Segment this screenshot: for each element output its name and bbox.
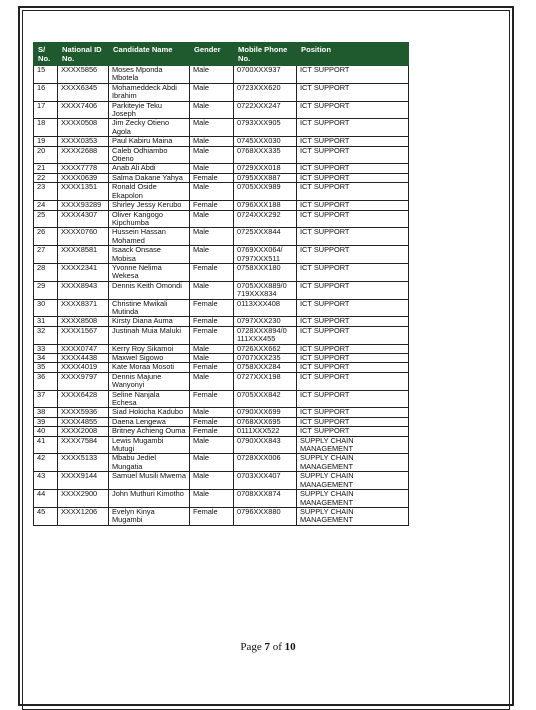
cell-mobile-phone: 0769XXX064/ 0797XXX511 [234, 246, 297, 264]
cell-national-id: XXXX5133 [58, 454, 109, 472]
cell-position: ICT SUPPORT [297, 417, 409, 426]
cell-sno: 27 [34, 246, 58, 264]
table-row [34, 246, 409, 264]
cell-gender: Male [190, 281, 234, 299]
cell-gender: Male [190, 344, 234, 353]
cell-candidate-name: Salma Dakane Yahya [109, 173, 190, 182]
footer-total-pages: 10 [284, 641, 296, 653]
cell-mobile-phone: 0796XXX880 [234, 507, 297, 525]
cell-gender: Female [190, 201, 234, 210]
footer-current-page: 7 [264, 641, 270, 653]
cell-national-id: XXXX0353 [58, 137, 109, 146]
cell-sno: 40 [34, 427, 58, 436]
cell-national-id: XXXX7406 [58, 101, 109, 119]
cell-mobile-phone: 0705XXX889/0 719XXX834 [234, 281, 297, 299]
cell-sno: 45 [34, 507, 58, 525]
cell-candidate-name: Shirley Jessy Kerubo [109, 201, 190, 210]
cell-sno: 19 [34, 137, 58, 146]
cell-sno: 20 [34, 146, 58, 164]
cell-mobile-phone: 0758XXX284 [234, 363, 297, 372]
cell-mobile-phone: 0724XXX292 [234, 210, 297, 228]
cell-national-id: XXXX6428 [58, 390, 109, 408]
cell-sno: 44 [34, 490, 58, 508]
cell-mobile-phone: 0700XXX937 [234, 66, 297, 84]
cell-sno: 17 [34, 101, 58, 119]
cell-position: SUPPLY CHAIN MANAGEMENT [297, 490, 409, 508]
cell-national-id: XXXX8581 [58, 246, 109, 264]
table-row [34, 119, 409, 137]
cell-position: ICT SUPPORT [297, 83, 409, 101]
cell-gender: Female [190, 507, 234, 525]
cell-candidate-name: Evelyn Kinya Mugambi [109, 507, 190, 525]
cell-sno: 23 [34, 183, 58, 201]
cell-mobile-phone: 0722XXX247 [234, 101, 297, 119]
footer-of-label: of [272, 641, 282, 653]
cell-candidate-name: Isaack Onsase Mobisa [109, 246, 190, 264]
cell-gender: Male [190, 83, 234, 101]
cell-gender: Male [190, 228, 234, 246]
cell-national-id: XXXX4855 [58, 417, 109, 426]
cell-national-id: XXXX8508 [58, 317, 109, 326]
cell-gender: Female [190, 299, 234, 317]
cell-position: SUPPLY CHAIN MANAGEMENT [297, 507, 409, 525]
cell-candidate-name: Kirsty Diana Auma [109, 317, 190, 326]
cell-position: ICT SUPPORT [297, 326, 409, 344]
table-row [34, 408, 409, 417]
table-header-row [34, 43, 409, 66]
footer-page-label: Page [240, 641, 262, 653]
table-row [34, 363, 409, 372]
cell-candidate-name: Mohameddeck Abdi Ibrahim [109, 83, 190, 101]
table-row [34, 472, 409, 490]
cell-mobile-phone: 0728XXX894/0 111XXX455 [234, 326, 297, 344]
cell-mobile-phone: 0111XXX522 [234, 427, 297, 436]
header-position: Position [297, 43, 409, 66]
cell-candidate-name: John Muthuri Kimotho [109, 490, 190, 508]
table-row [34, 137, 409, 146]
cell-position: ICT SUPPORT [297, 390, 409, 408]
header-national-id: National ID No. [58, 43, 109, 66]
cell-national-id: XXXX6345 [58, 83, 109, 101]
cell-gender: Male [190, 119, 234, 137]
cell-candidate-name: Christine Mwikali Mutinda [109, 299, 190, 317]
cell-gender: Male [190, 146, 234, 164]
cell-mobile-phone: 0708XXX874 [234, 490, 297, 508]
cell-national-id: XXXX2688 [58, 146, 109, 164]
table-row [34, 507, 409, 525]
cell-candidate-name: Britney Achieng Ouma [109, 427, 190, 436]
table-row [34, 390, 409, 408]
cell-sno: 16 [34, 83, 58, 101]
cell-mobile-phone: 0790XXX843 [234, 436, 297, 454]
cell-position: ICT SUPPORT [297, 210, 409, 228]
cell-candidate-name: Kerry Roy Sikamoi [109, 344, 190, 353]
cell-national-id: XXXX8371 [58, 299, 109, 317]
header-mobile-phone: Mobile Phone No. [234, 43, 297, 66]
cell-sno: 15 [34, 66, 58, 84]
cell-mobile-phone: 0727XXX198 [234, 372, 297, 390]
table-row [34, 66, 409, 84]
cell-position: ICT SUPPORT [297, 427, 409, 436]
cell-gender: Male [190, 137, 234, 146]
table-row [34, 101, 409, 119]
cell-national-id: XXXX0508 [58, 119, 109, 137]
cell-national-id: XXXX4307 [58, 210, 109, 228]
cell-candidate-name: Jim Zecky Otieno Agola [109, 119, 190, 137]
cell-sno: 39 [34, 417, 58, 426]
cell-position: ICT SUPPORT [297, 164, 409, 173]
cell-sno: 38 [34, 408, 58, 417]
table-row [34, 326, 409, 344]
cell-national-id: XXXX4019 [58, 363, 109, 372]
cell-national-id: XXXX5936 [58, 408, 109, 417]
cell-position: ICT SUPPORT [297, 354, 409, 363]
cell-sno: 26 [34, 228, 58, 246]
cell-candidate-name: Maxwel Sigowo [109, 354, 190, 363]
cell-candidate-name: Kate Moraa Mosoti [109, 363, 190, 372]
cell-position: ICT SUPPORT [297, 183, 409, 201]
cell-sno: 22 [34, 173, 58, 182]
cell-national-id: XXXX9144 [58, 472, 109, 490]
cell-national-id: XXXX0747 [58, 344, 109, 353]
cell-mobile-phone: 0707XXX235 [234, 354, 297, 363]
cell-national-id: XXXX2900 [58, 490, 109, 508]
table-row [34, 263, 409, 281]
table-row [34, 299, 409, 317]
cell-gender: Male [190, 408, 234, 417]
cell-candidate-name: Daena Lengewa [109, 417, 190, 426]
cell-gender: Male [190, 354, 234, 363]
table-row [34, 281, 409, 299]
table-row [34, 210, 409, 228]
candidates-table [33, 42, 409, 526]
table-row [34, 454, 409, 472]
cell-gender: Female [190, 427, 234, 436]
cell-position: ICT SUPPORT [297, 201, 409, 210]
cell-mobile-phone: 0768XXX695 [234, 417, 297, 426]
cell-mobile-phone: 0793XXX905 [234, 119, 297, 137]
cell-position: ICT SUPPORT [297, 408, 409, 417]
cell-sno: 35 [34, 363, 58, 372]
cell-national-id: XXXX5856 [58, 66, 109, 84]
cell-candidate-name: Seline Nanjala Echesa [109, 390, 190, 408]
cell-sno: 37 [34, 390, 58, 408]
cell-sno: 33 [34, 344, 58, 353]
cell-sno: 21 [34, 164, 58, 173]
cell-sno: 36 [34, 372, 58, 390]
cell-candidate-name: Paul Kabiru Maina [109, 137, 190, 146]
cell-sno: 30 [34, 299, 58, 317]
cell-mobile-phone: 0728XXX006 [234, 454, 297, 472]
cell-sno: 41 [34, 436, 58, 454]
table-row [34, 436, 409, 454]
cell-mobile-phone: 0725XXX844 [234, 228, 297, 246]
cell-national-id: XXXX4438 [58, 354, 109, 363]
cell-position: SUPPLY CHAIN MANAGEMENT [297, 454, 409, 472]
cell-position: ICT SUPPORT [297, 246, 409, 264]
cell-national-id: XXXX7584 [58, 436, 109, 454]
cell-position: ICT SUPPORT [297, 119, 409, 137]
table-row [34, 83, 409, 101]
cell-gender: Male [190, 472, 234, 490]
table-row [34, 490, 409, 508]
cell-sno: 18 [34, 119, 58, 137]
cell-national-id: XXXX2008 [58, 427, 109, 436]
cell-mobile-phone: 0745XXX030 [234, 137, 297, 146]
table-row [34, 317, 409, 326]
cell-position: ICT SUPPORT [297, 372, 409, 390]
header-sno: S/ No. [34, 43, 58, 66]
cell-candidate-name: Ronald Oside Ekapolon [109, 183, 190, 201]
cell-sno: 29 [34, 281, 58, 299]
cell-gender: Male [190, 66, 234, 84]
cell-candidate-name: Oliver Kangogo Kipchumba [109, 210, 190, 228]
cell-sno: 24 [34, 201, 58, 210]
cell-mobile-phone: 0796XXX188 [234, 201, 297, 210]
cell-gender: Female [190, 326, 234, 344]
cell-gender: Male [190, 490, 234, 508]
cell-gender: Male [190, 454, 234, 472]
cell-sno: 31 [34, 317, 58, 326]
table-row [34, 372, 409, 390]
cell-national-id: XXXX93289 [58, 201, 109, 210]
cell-mobile-phone: 0729XXX018 [234, 164, 297, 173]
cell-gender: Male [190, 246, 234, 264]
cell-gender: Female [190, 263, 234, 281]
cell-position: SUPPLY CHAIN MANAGEMENT [297, 436, 409, 454]
cell-gender: Female [190, 417, 234, 426]
cell-national-id: XXXX0760 [58, 228, 109, 246]
cell-national-id: XXXX8943 [58, 281, 109, 299]
cell-national-id: XXXX2341 [58, 263, 109, 281]
cell-national-id: XXXX7778 [58, 164, 109, 173]
cell-national-id: XXXX1567 [58, 326, 109, 344]
header-gender: Gender [190, 43, 234, 66]
cell-mobile-phone: 0726XXX662 [234, 344, 297, 353]
cell-candidate-name: Dennis Keith Omondi [109, 281, 190, 299]
cell-candidate-name: Yvonne Nelima Wekesa [109, 263, 190, 281]
cell-mobile-phone: 0113XXX408 [234, 299, 297, 317]
cell-position: ICT SUPPORT [297, 137, 409, 146]
cell-candidate-name: Moses Mponda Mbotela [109, 66, 190, 84]
cell-gender: Male [190, 372, 234, 390]
cell-gender: Male [190, 164, 234, 173]
cell-national-id: XXXX1206 [58, 507, 109, 525]
cell-mobile-phone: 0797XXX230 [234, 317, 297, 326]
cell-candidate-name: Lewis Mugambi Mutugi [109, 436, 190, 454]
cell-gender: Female [190, 390, 234, 408]
cell-national-id: XXXX0639 [58, 173, 109, 182]
cell-position: ICT SUPPORT [297, 317, 409, 326]
cell-national-id: XXXX1351 [58, 183, 109, 201]
cell-candidate-name: Samuel Musili Mwema [109, 472, 190, 490]
table-row [34, 164, 409, 173]
table-row [34, 228, 409, 246]
cell-mobile-phone: 0768XXX335 [234, 146, 297, 164]
cell-position: ICT SUPPORT [297, 66, 409, 84]
cell-gender: Male [190, 183, 234, 201]
cell-gender: Male [190, 210, 234, 228]
cell-mobile-phone: 0790XXX699 [234, 408, 297, 417]
cell-candidate-name: Mbabu Jediel Mungatia [109, 454, 190, 472]
cell-sno: 32 [34, 326, 58, 344]
cell-gender: Female [190, 317, 234, 326]
cell-gender: Female [190, 363, 234, 372]
cell-position: ICT SUPPORT [297, 173, 409, 182]
cell-candidate-name: Parkiteyie Teku Joseph [109, 101, 190, 119]
cell-candidate-name: Caleb Odhiambo Otieno [109, 146, 190, 164]
cell-position: ICT SUPPORT [297, 146, 409, 164]
cell-mobile-phone: 0705XXX842 [234, 390, 297, 408]
cell-sno: 42 [34, 454, 58, 472]
cell-mobile-phone: 0705XXX989 [234, 183, 297, 201]
cell-sno: 43 [34, 472, 58, 490]
table-row [34, 146, 409, 164]
table-row [34, 183, 409, 201]
table-body [34, 66, 409, 526]
cell-candidate-name: Hussein Hassan Mohamed [109, 228, 190, 246]
cell-sno: 25 [34, 210, 58, 228]
cell-candidate-name: Dennis Majune Wanyonyi [109, 372, 190, 390]
cell-gender: Female [190, 173, 234, 182]
cell-mobile-phone: 0758XXX180 [234, 263, 297, 281]
table-row [34, 201, 409, 210]
cell-position: ICT SUPPORT [297, 299, 409, 317]
cell-position: ICT SUPPORT [297, 344, 409, 353]
cell-national-id: XXXX9797 [58, 372, 109, 390]
cell-sno: 28 [34, 263, 58, 281]
page-footer [0, 641, 536, 653]
cell-mobile-phone: 0723XXX620 [234, 83, 297, 101]
table-row [34, 427, 409, 436]
cell-gender: Male [190, 436, 234, 454]
cell-position: ICT SUPPORT [297, 263, 409, 281]
cell-mobile-phone: 0703XXX407 [234, 472, 297, 490]
cell-sno: 34 [34, 354, 58, 363]
cell-position: ICT SUPPORT [297, 228, 409, 246]
cell-position: ICT SUPPORT [297, 363, 409, 372]
cell-candidate-name: Anab Ali Abdi [109, 164, 190, 173]
cell-position: SUPPLY CHAIN MANAGEMENT [297, 472, 409, 490]
header-candidate-name: Candidate Name [109, 43, 190, 66]
cell-position: ICT SUPPORT [297, 101, 409, 119]
cell-candidate-name: Justinah Muia Maluki [109, 326, 190, 344]
cell-mobile-phone: 0795XXX887 [234, 173, 297, 182]
cell-position: ICT SUPPORT [297, 281, 409, 299]
cell-candidate-name: Siad Hokicha Kadubo [109, 408, 190, 417]
cell-gender: Male [190, 101, 234, 119]
